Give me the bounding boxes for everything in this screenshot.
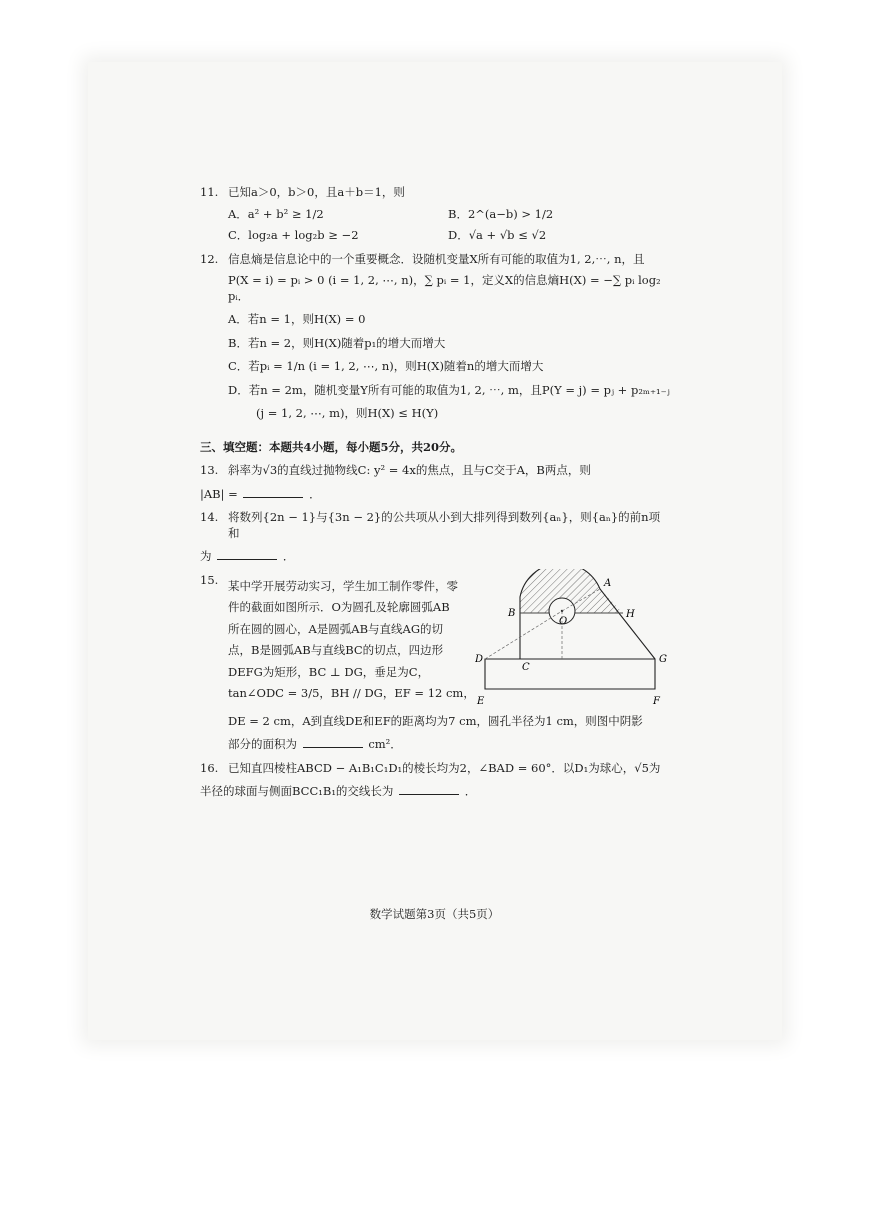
answer-blank [217,547,277,560]
q15-line-7: DE = 2 cm，A到直线DE和EF的距离均为7 cm，圆孔半径为1 cm，则图中阴影 [228,713,643,728]
question-stem-line-2: |AB| = [200,486,238,501]
q15-line: 点，B是圆弧AB与直线BC的切点，四边形 [228,643,444,658]
punctuation: ． [309,486,321,501]
exam-content [200,185,670,808]
label-e: E [477,695,485,707]
section-heading: 三、填空题：本题共4小题，每小题5分，共20分。 [200,439,463,454]
option-d-line-2: (j = 1, 2, ⋯, m)，则H(X) ≤ H(Y) [256,406,439,421]
question-number: 16. [200,760,219,775]
q15-line: 所在圆的圆心，A是圆弧AB与直线AG的切 [228,621,444,636]
option-a: A．a² + b² ≥ 1/2 [228,206,324,221]
q15-line: 某中学开展劳动实习，学生加工制作零件，零 [228,578,458,593]
q15-line: 件的截面如图所示．O为圆孔及轮廓圆弧AB [228,600,450,615]
q15-line-8: 部分的面积为 [228,737,297,752]
q15-line: tan∠ODC = 3/5，BH // DG，EF = 12 cm， [228,686,475,701]
label-f: F [653,695,660,707]
question-12 [200,252,670,422]
answer-blank [303,735,363,748]
label-h: H [626,608,635,620]
label-g: G [659,653,667,665]
label-a: A [604,577,612,589]
question-stem-line-2: 半径的球面与侧面BCC₁B₁的交线长为 [200,784,394,799]
question-stem: 已知a＞0，b＞0，且a＋b＝1，则 [228,185,405,199]
answer-blank [399,782,459,795]
page-footer: 数学试题第3页（共5页） [369,907,500,921]
label-d: D [475,653,484,665]
question-number: 13. [200,463,219,478]
question-16 [200,761,670,800]
option-d: D．√a + √b ≤ √2 [448,228,547,243]
q15-line: DEFG为矩形，BC ⊥ DG，垂足为C， [228,664,430,679]
line-od [485,611,562,659]
question-13 [200,463,670,502]
punctuation: ． [464,784,477,799]
option-a: A．若n = 1，则H(X) = 0 [228,312,366,327]
option-b: B．2^(a−b) > 1/2 [448,206,554,221]
question-number: 15. [200,572,219,587]
unit-label: cm²． [368,737,402,752]
question-stem: 已知直四棱柱ABCD − A₁B₁C₁D₁的棱长均为2，∠BAD = 60°．以D₁为球心，√5为 [228,760,661,775]
option-c: C．若pᵢ = 1/n (i = 1, 2, ⋯, n)，则H(X)随着n的增大而增大 [228,359,544,374]
question-stem-line-2: P(X = i) = pᵢ > 0 (i = 1, 2, ⋯, n)，∑ pᵢ = 1，定义X的信息熵H(X) = −∑ pᵢ log₂ pᵢ． [228,273,661,303]
label-o: O [559,615,568,627]
question-number: 12. [200,251,219,266]
option-b: B．若n = 2，则H(X)随着p₁的增大而增大 [228,335,446,350]
label-c: C [522,661,530,673]
option-d: D．若n = 2m，随机变量Y所有可能的取值为1, 2, ⋯, m，且P(Y = j) = pⱼ + p₂ₘ₊₁₋ⱼ [228,382,670,397]
punctuation: ． [282,549,295,564]
label-b: B [508,607,516,619]
question-number: 14. [200,510,219,525]
question-stem: 将数列{2n − 1}与{3n − 2}的公共项从小到大排列得到数列{aₙ}，则{aₙ}的前n项和 [228,510,661,540]
answer-blank [243,485,303,498]
question-number: 11. [200,185,219,199]
question-15 [200,573,670,753]
question-11 [200,185,670,244]
question-stem-line-2: 为 [200,549,212,564]
question-stem: 斜率为√3的直线过抛物线C: y² = 4x的焦点，且与C交于A，B两点，则 [228,463,591,478]
option-c: C．log₂a + log₂b ≥ −2 [228,228,359,243]
question-14 [200,510,670,565]
part-cross-section-figure [475,569,670,719]
question-stem: 信息熵是信息论中的一个重要概念．设随机变量X所有可能的取值为1, 2,⋯, n，且 [228,251,645,266]
